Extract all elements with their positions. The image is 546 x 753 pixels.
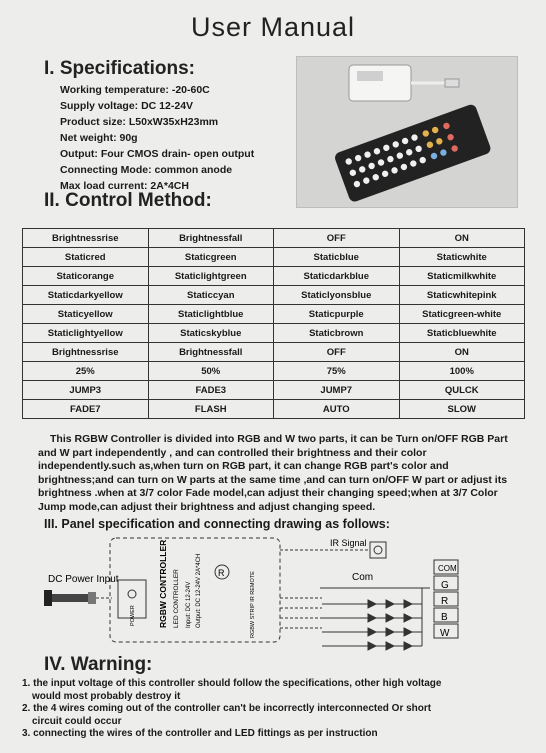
table-cell: Staticbrown — [274, 324, 400, 343]
table-cell: Staticwhitepink — [399, 286, 525, 305]
table-row — [23, 305, 525, 324]
warning-list — [22, 678, 532, 741]
warning-heading: IV. Warning: — [44, 654, 153, 675]
warning-item: 1. the input voltage of this controller should follow the specifications, other high voltage — [22, 678, 442, 689]
table-cell: 50% — [148, 362, 274, 381]
table-row — [23, 362, 525, 381]
table-cell: FLASH — [148, 400, 274, 419]
table-cell: OFF — [274, 229, 400, 248]
paragraph-line: independently.such as,when turn on RGB part, it can change RGB part's color and — [38, 460, 449, 472]
specifications-list — [60, 82, 254, 194]
dc-plug-icon — [44, 590, 52, 606]
product-photo-illustration — [297, 57, 517, 207]
table-cell: Staticmilkwhite — [399, 267, 525, 286]
table-cell: Staticdarkblue — [274, 267, 400, 286]
table-cell: AUTO — [274, 400, 400, 419]
product-photo — [296, 56, 518, 208]
table-row — [23, 324, 525, 343]
table-cell: Staticskyblue — [148, 324, 274, 343]
dc-power-input-label: DC Power Input — [48, 574, 119, 585]
com-label: Com — [352, 572, 374, 583]
table-row — [23, 267, 525, 286]
table-cell: Staticorange — [23, 267, 149, 286]
table-cell: Brightnessfall — [148, 343, 274, 362]
table-row — [23, 400, 525, 419]
table-cell: ON — [399, 343, 525, 362]
pin-r: R — [441, 596, 449, 607]
table-cell: Staticcyan — [148, 286, 274, 305]
table-cell: Staticyellow — [23, 305, 149, 324]
spec-line: Supply voltage: DC 12-24V — [60, 100, 194, 112]
table-cell: OFF — [274, 343, 400, 362]
device-title: RGBW CONTROLLER — [158, 539, 168, 628]
device-input-spec: Input: DC 12-24V — [186, 581, 192, 628]
wiring-diagram — [30, 534, 530, 664]
table-cell: Staticlightyellow — [23, 324, 149, 343]
table-cell: FADE7 — [23, 400, 149, 419]
table-row — [23, 343, 525, 362]
pin-w: W — [440, 628, 450, 639]
table-cell: Brightnessfall — [148, 229, 274, 248]
spec-line: Connecting Mode: common anode — [60, 164, 233, 176]
spec-line: Net weight: 90g — [60, 132, 138, 144]
table-cell: Staticlightgreen — [148, 267, 274, 286]
table-cell: 25% — [23, 362, 149, 381]
paragraph-line: brightness;and can turn on W parts at the same time ,and can turn on/OFF W part or adjust its — [38, 473, 508, 486]
table-cell: Brightnessrise — [23, 229, 149, 248]
spec-line: Max load current: 2A*4CH — [60, 180, 189, 192]
table-cell: Staticred — [23, 248, 149, 267]
page-title: User Manual — [190, 12, 356, 42]
table-row — [23, 248, 525, 267]
table-cell: 100% — [399, 362, 525, 381]
warning-item: would most probably destroy it — [32, 690, 181, 702]
paragraph-line: Jump mode,can adjust their brightness and adjust changing speed. — [38, 500, 376, 513]
table-cell: Staticblue — [274, 248, 400, 267]
table-cell: 75% — [274, 362, 400, 381]
port-labels: RGBW STRIP IR REMOTE — [250, 571, 256, 638]
table-cell: Brightnessrise — [23, 343, 149, 362]
pin-g: G — [441, 580, 449, 591]
table-cell: QULCK — [399, 381, 525, 400]
table-cell: Staticpurple — [274, 305, 400, 324]
table-row — [23, 229, 525, 248]
pin-labels — [434, 560, 458, 639]
paragraph-line: This RGBW Controller is divided into RGB and W two parts, it can be Turn on/OFF RGB Part — [50, 433, 508, 445]
panel-spec-heading: III. Panel specification and connecting drawing as follows: — [44, 517, 390, 531]
power-label: POWER — [130, 605, 136, 626]
svg-text:R: R — [218, 568, 225, 578]
table-cell: Staticbluewhite — [399, 324, 525, 343]
paragraph-line: brightness .when at 3/7 color Fade model,can adjust their changing speed;when at 3/7 Color — [38, 487, 498, 499]
table-cell: Staticgreen — [148, 248, 274, 267]
spec-line: Output: Four CMOS drain- open output — [60, 148, 255, 160]
ir-signal-label: IR Signal — [330, 538, 367, 548]
table-cell: Staticdarkyellow — [23, 286, 149, 305]
spec-line: Product size: L50xW35xH23mm — [60, 116, 219, 128]
device-subtitle: LED CONTROLLER — [173, 569, 180, 628]
paragraph-line: and W part independently , and can controlled their brightness and their color — [38, 446, 427, 459]
description-paragraph — [38, 433, 528, 514]
warning-item: circuit could occur — [32, 715, 122, 727]
table-cell: Staticlyonsblue — [274, 286, 400, 305]
table-cell: ON — [399, 229, 525, 248]
table-cell: Staticgreen-white — [399, 305, 525, 324]
warning-item: 3. connecting the wires of the controller and LED fittings as per instruction — [22, 728, 378, 739]
table-row — [23, 286, 525, 305]
warning-item: 2. the 4 wires coming out of the controller can't be incorrectly interconnected Or short — [22, 703, 432, 714]
device-output-spec: Output: DC 12-24V 2A*4CH — [196, 553, 202, 628]
table-cell: FADE3 — [148, 381, 274, 400]
control-method-table — [22, 228, 525, 419]
specifications-heading: I. Specifications: — [44, 58, 195, 79]
table-cell: JUMP3 — [23, 381, 149, 400]
ir-receiver-icon — [370, 542, 386, 558]
table-cell: JUMP7 — [274, 381, 400, 400]
table-cell: Staticwhite — [399, 248, 525, 267]
pin-b: B — [441, 612, 448, 623]
table-row — [23, 381, 525, 400]
table-cell: SLOW — [399, 400, 525, 419]
spec-line: Working temperature: -20-60C — [60, 84, 210, 96]
led-rows — [322, 588, 422, 650]
table-cell: Staticlightblue — [148, 305, 274, 324]
control-method-heading: II. Control Method: — [44, 190, 212, 211]
pin-com: COM — [438, 564, 457, 573]
